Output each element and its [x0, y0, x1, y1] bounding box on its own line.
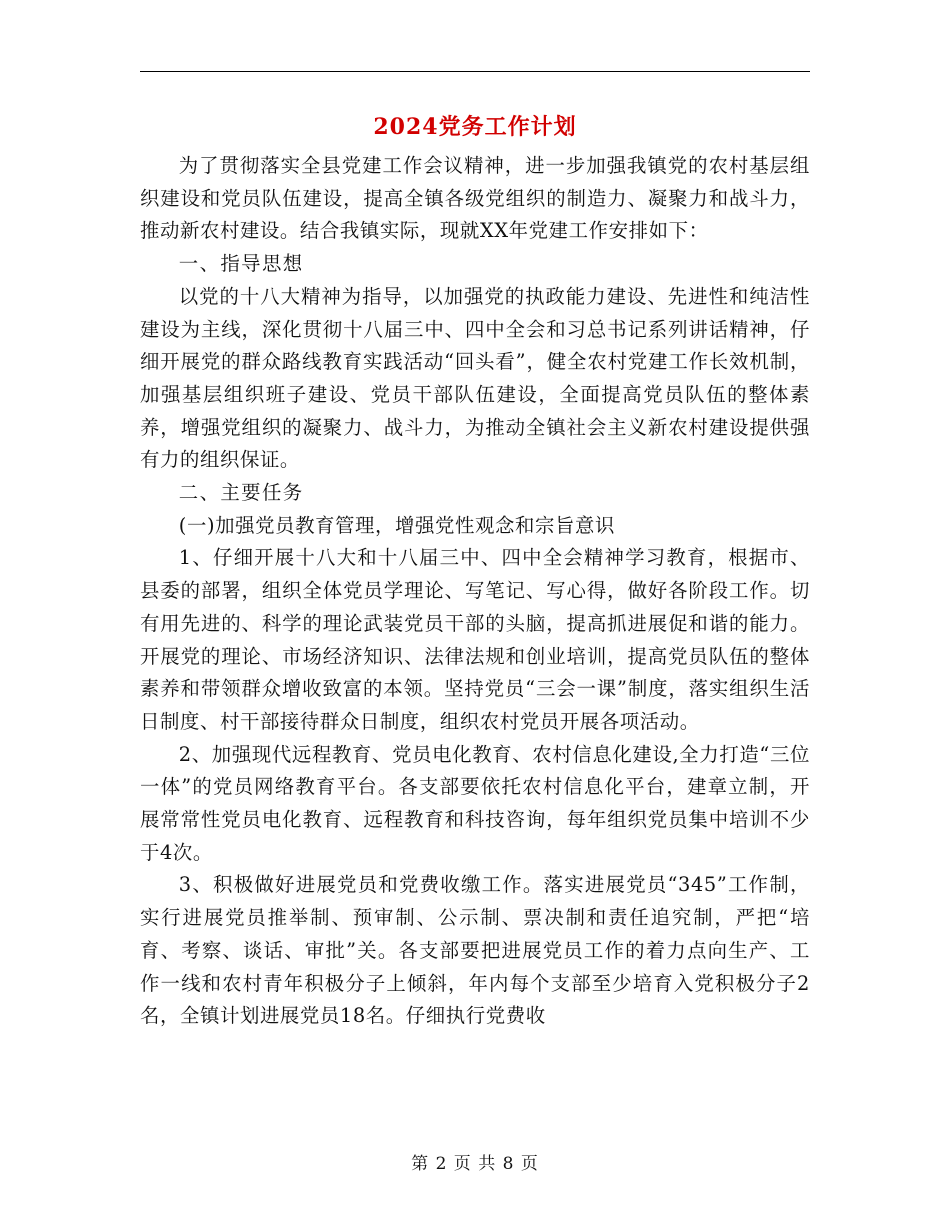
- task-item-1: 1、仔细开展十八大和十八届三中、四中全会精神学习教育，根据市、县委的部署，组织全体党员学理论、写笔记、写心得，做好各阶段工作。切有用先进的、科学的理论武装党员干部的头脑，提高抓进展促和谐的能力。开展党的理论、市场经济知识、法律法规和创业培训，提高党员队伍的整体素养和带领群众增收致富的本领。坚持党员“三会一课”制度，落实组织生活日制度、村干部接待群众日制度，组织农村党员开展各项活动。: [140, 546, 810, 733]
- subsection-heading-party-education: (一)加强党员教育管理，增强党性观念和宗旨意识: [178, 513, 615, 537]
- document-body: [140, 150, 810, 1033]
- header-rule: [140, 71, 810, 72]
- page-number: 第 2 页 共 8 页: [411, 1154, 539, 1174]
- section-heading-main-tasks: 二、主要任务: [178, 481, 304, 505]
- task-item-2: 2、加强现代远程教育、党员电化教育、农村信息化建设,全力打造“三位一体”的党员网络教育平台。各支部要依托农村信息化平台，建章立制，开展常常性党员电化教育、远程教育和科技咨询，每年组织党员集中培训不少于4次。: [140, 742, 810, 864]
- task-item-3: 3、积极做好进展党员和党费收缴工作。落实进展党员“345”工作制，实行进展党员推举制、预审制、公示制、票决制和责任追究制，严把“培育、考察、谈话、审批”关。各支部要把进展党员工作的着力点向生产、工作一线和农村青年积极分子上倾斜，年内每个支部至少培育入党积极分子2名，全镇计划进展党员18名。仔细执行党费收: [140, 873, 810, 1028]
- document-title: 2024党务工作计划: [373, 114, 577, 140]
- section-heading-guiding-ideology: 一、指导思想: [178, 252, 304, 276]
- guiding-ideology-paragraph: 以党的十八大精神为指导，以加强党的执政能力建设、先进性和纯洁性建设为主线，深化贯彻十八届三中、四中全会和习总书记系列讲话精神，仔细开展党的群众路线教育实践活动“回头看”，健全农村党建工作长效机制，加强基层组织班子建设、党员干部队伍建设，全面提高党员队伍的整体素养，增强党组织的凝聚力、战斗力，为推动全镇社会主义新农村建设提供强有力的组织保证。: [140, 284, 810, 472]
- intro-paragraph: 为了贯彻落实全县党建工作会议精神，进一步加强我镇党的农村基层组织建设和党员队伍建设，提高全镇各级党组织的制造力、凝聚力和战斗力，推动新农村建设。结合我镇实际，现就XX年党建工作安排如下：: [140, 154, 810, 243]
